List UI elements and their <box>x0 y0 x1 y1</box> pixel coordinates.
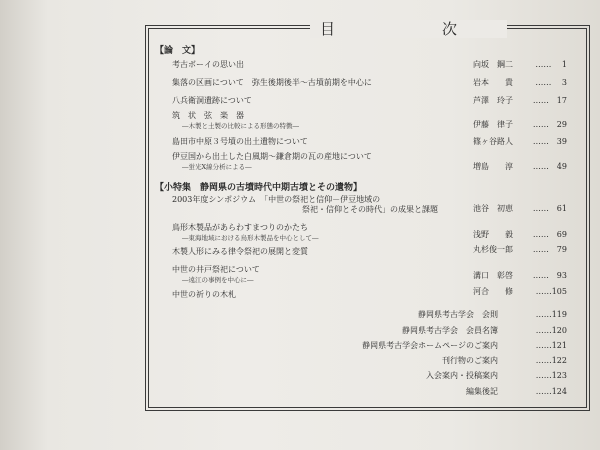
toc-entry-page: …… 69 <box>532 230 567 239</box>
backmatter-item: 静岡県考古学会 会則 <box>418 310 498 319</box>
toc-entry-author: 向坂 鋼二 <box>473 60 513 69</box>
section-heading-tokushu: 【小特集 静岡県の古墳時代中期古墳とその遺物】 <box>155 183 363 193</box>
toc-entry-title: 木製人形にみる律令祭祀の展開と変質 <box>172 247 308 256</box>
section-heading-ronbun: 【論 文】 <box>155 46 201 56</box>
backmatter-item: 静岡県考古学会 会員名簿 <box>402 326 498 335</box>
page-title: 目 次 <box>310 20 507 38</box>
toc-entry-page: …… 3 <box>535 78 567 87</box>
toc-entry-page: …… 49 <box>532 162 567 171</box>
toc-entry-title: 伊豆国から出土した白風期～鎌倉期の瓦の産地について <box>172 152 372 161</box>
toc-entry-title-continued: 祭祀・信仰とその時代」の成果と課題 <box>302 205 438 214</box>
toc-entry-title: 鳥形木製品があらわすまつりのかたち <box>172 223 308 232</box>
backmatter-item: 編集後記 <box>466 387 498 396</box>
backmatter-item: 刊行物のご案内 <box>442 356 498 365</box>
toc-entry-author: 伊藤 律子 <box>473 120 513 129</box>
toc-entry-title: 筑 状 弦 楽 器 <box>172 111 244 120</box>
toc-entry-title: 八兵衛洞遺跡について <box>172 96 252 105</box>
toc-entry-title: 中世の井戸祭祀について <box>172 265 260 274</box>
backmatter-item: 入会案内・投稿案内 <box>426 371 498 380</box>
toc-entry-author: 芦澤 玲子 <box>473 96 513 105</box>
toc-entry-page: ……105 <box>535 287 567 296</box>
backmatter-page: ……120 <box>535 326 567 335</box>
toc-entry-title: 集落の区画について 弥生後期後半～古墳前期を中心に <box>172 78 372 87</box>
toc-entry-page: …… 39 <box>532 137 567 146</box>
toc-entry-title: 2003年度シンポジウム 「中世の祭祀と信仰－伊豆地域の <box>172 195 381 204</box>
toc-entry-page: …… 1 <box>535 60 567 69</box>
toc-entry-title: 中世の祈りの木札 <box>172 290 236 299</box>
toc-entry-page: …… 17 <box>532 96 567 105</box>
toc-entry-page: …… 29 <box>532 120 567 129</box>
backmatter-page: ……122 <box>535 356 567 365</box>
toc-entry-author: 浅野 毅 <box>473 230 513 239</box>
toc-entry-author: 岩本 貴 <box>473 78 513 87</box>
toc-entry-author: 篠ヶ谷路人 <box>473 137 513 146</box>
toc-entry-author: 丸杉俊一郎 <box>473 245 513 254</box>
toc-entry-author: 増島 淳 <box>473 162 513 171</box>
toc-entry-title: 島田市中原３号墳の出土遺物について <box>172 137 308 146</box>
toc-entry-title: 考古ボーイの思い出 <box>172 60 244 69</box>
backmatter-page: ……121 <box>535 341 567 350</box>
toc-entry-author: 河合 修 <box>473 287 513 296</box>
toc-entry-page: …… 61 <box>532 204 567 213</box>
toc-entry-page: …… 93 <box>532 271 567 280</box>
backmatter-item: 静岡県考古学会ホームページのご案内 <box>362 341 498 350</box>
backmatter-page: ……119 <box>535 310 567 319</box>
toc-entry-subtitle: ―東海地域における鳥形木製品を中心として― <box>182 234 319 242</box>
toc-entry-subtitle: ―蛍光X線分析による― <box>182 163 252 171</box>
toc-entry-subtitle: ―遠江の事例を中心に― <box>182 276 254 284</box>
backmatter-page: ……123 <box>535 371 567 380</box>
toc-entry-subtitle: ―木製と土製の比較による形態の特徴― <box>182 122 299 130</box>
toc-entry-author: 池谷 初恵 <box>473 204 513 213</box>
toc-entry-author: 溝口 彰啓 <box>473 271 513 280</box>
backmatter-page: ……124 <box>535 387 567 396</box>
toc-entry-page: …… 79 <box>532 245 567 254</box>
